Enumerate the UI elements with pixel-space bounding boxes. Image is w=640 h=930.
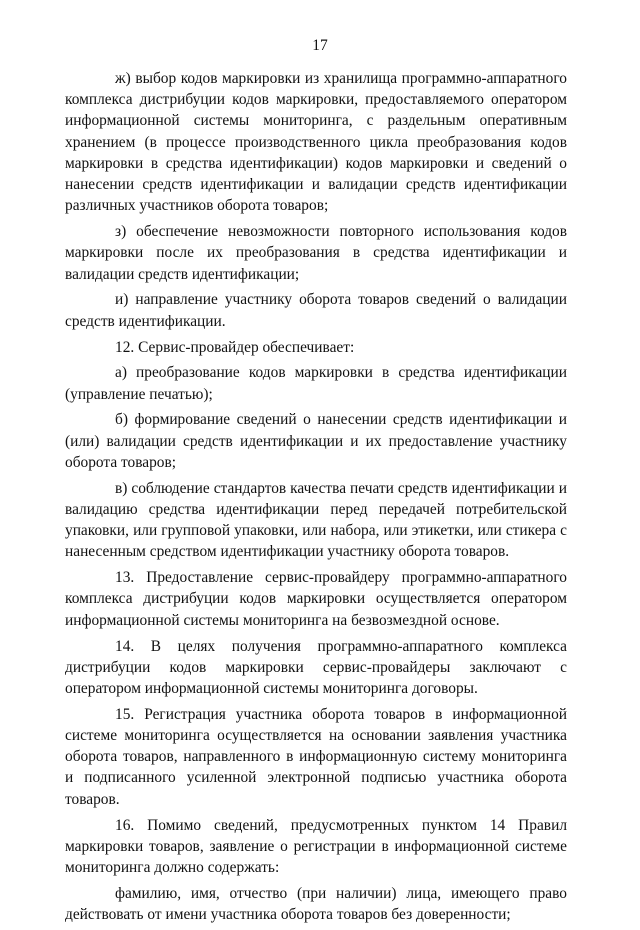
paragraph-item-i: и) направление участнику оборота товаров сведений о валидации средств идентификации.	[65, 291, 567, 330]
paragraph-item-z: з) обеспечение невозможности повторного использования кодов маркировки после их преобразования в средства идентификации и валидации средств идентификации;	[65, 223, 567, 283]
paragraph-item-b: б) формирование сведений о нанесении средств идентификации и (или) валидации средств идентификации и их предоставление участнику оборота товаров;	[65, 411, 567, 471]
paragraph-section-13: 13. Предоставление сервис-провайдеру программно-аппаратного комплекса дистрибуции кодов маркировки осуществляется оператором информационной системы мониторинга на безвозмездной основе.	[65, 569, 567, 629]
paragraph-section-15: 15. Регистрация участника оборота товаров в информационной системе мониторинга осуществляется на основании заявления участника оборота товаров, направленного в информационную систему мониторинга и подписанного усиленной электронной подписью участника оборота товаров.	[65, 705, 567, 808]
paragraph-item-fio: фамилию, имя, отчество (при наличии) лица, имеющего право действовать от имени участника оборота товаров без доверенности;	[65, 884, 567, 924]
paragraph-section-16: 16. Помимо сведений, предусмотренных пунктом 14 Правил маркировки товаров, заявление о регистрации в информационной системе мониторинга должно содержать:	[65, 816, 567, 876]
paragraph-section-14: 14. В целях получения программно-аппаратного комплекса дистрибуции кодов маркировки сервис-провайдеры заключают с оператором информационной системы мониторинга договоры.	[65, 637, 567, 697]
page-number: 17	[312, 37, 328, 54]
paragraph-item-zh: ж) выбор кодов маркировки из хранилища программно-аппаратного комплекса дистрибуции кодов маркировки, предоставляемого оператором информационной системы мониторинга, с раздельным оперативным хранением (в процессе производственного цикла преобразования кодов маркировки в средства идентификации) кодов маркировки и сведений о нанесении средств идентификации и валидации средств идентификации различных участников оборота товаров;	[65, 70, 567, 215]
paragraph-item-a: а) преобразование кодов маркировки в средства идентификации (управление печатью);	[65, 364, 567, 403]
paragraph-item-v: в) соблюдение стандартов качества печати средств идентификации и валидацию средства идентификации перед передачей потребительской упаковки, или групповой упаковки, или набора, или этикетки, или стикера с нанесенным средством идентификации участнику оборота товаров.	[65, 479, 567, 561]
paragraph-section-12: 12. Сервис-провайдер обеспечивает:	[115, 338, 355, 356]
document-body	[65, 68, 567, 930]
